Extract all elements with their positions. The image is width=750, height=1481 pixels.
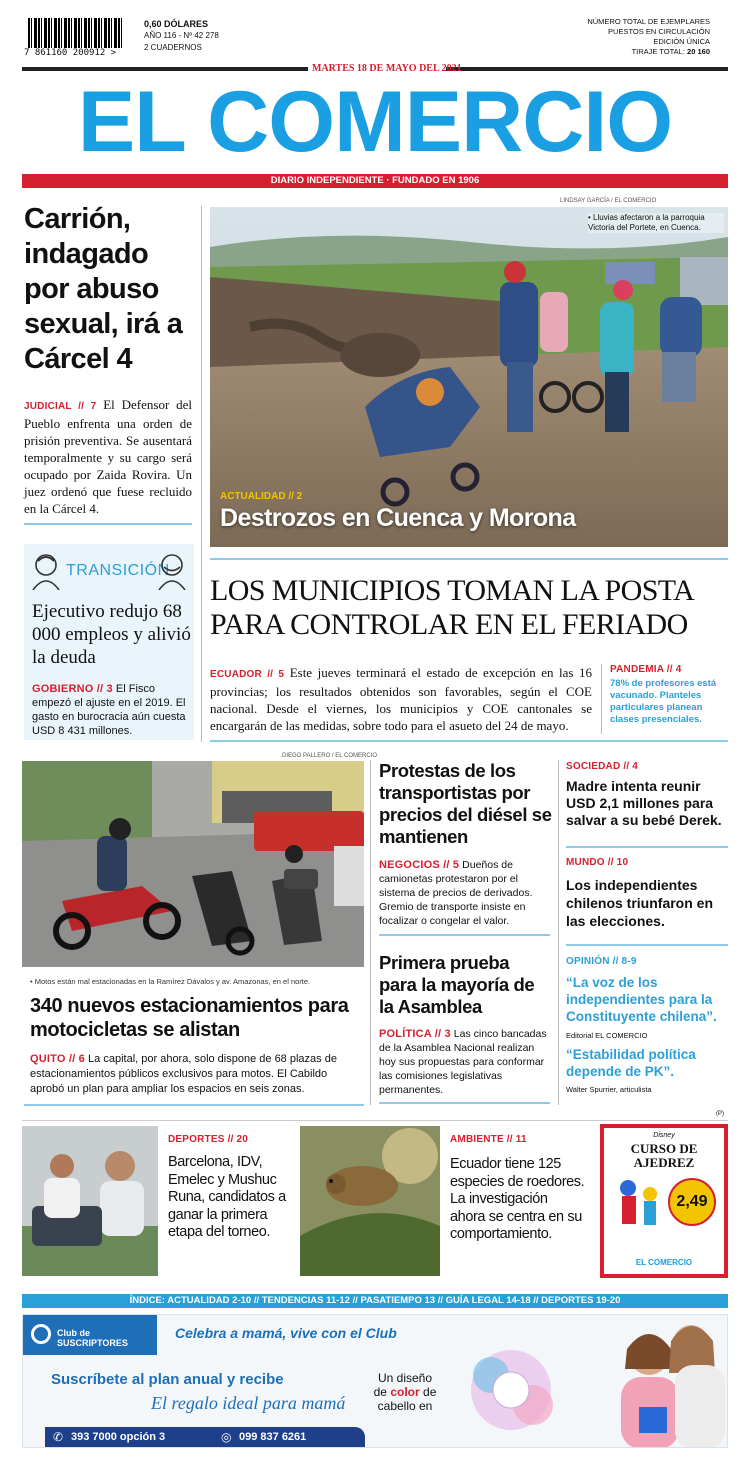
- motos-caption: • Motos están mal estacionadas en la Ramírez Dávalos y av. Amazonas, en el norte.: [30, 977, 311, 986]
- club-name: Club de SUSCRIPTORES: [57, 1328, 128, 1348]
- index-bar: [22, 1294, 728, 1308]
- pandemia-body: 78% de profesores está vacunado. Planteles particulares planean clases presenciales.: [610, 678, 717, 725]
- opinion-tag[interactable]: OPINIÓN // 8-9: [566, 956, 637, 967]
- sociedad-headline[interactable]: Madre intenta reunir USD 2,1 millones para salvar a su bebé Derek.: [566, 778, 722, 828]
- phone-1[interactable]: 393 7000 opción 3: [71, 1431, 166, 1443]
- ambiente-body[interactable]: Ecuador tiene 125 especies de roedores. La investigación ahora se centra en su comportamiento.: [450, 1156, 585, 1242]
- phone-icon: ✆: [53, 1430, 64, 1444]
- ajedrez-promo[interactable]: [600, 1124, 728, 1278]
- lead-tag[interactable]: JUDICIAL // 7: [24, 401, 97, 412]
- flood-photo[interactable]: [210, 207, 728, 547]
- asamblea-tag[interactable]: POLÍTICA // 3: [379, 1028, 451, 1040]
- promo-title: CURSO DE AJEDREZ: [630, 1141, 698, 1170]
- opinion-1[interactable]: “La voz de los independientes para la Constituyente chilena”.: [566, 975, 717, 1024]
- whatsapp-icon: ◎: [221, 1430, 232, 1444]
- opinion-1-author: Editorial EL COMERCIO: [566, 1031, 648, 1040]
- asamblea-headline[interactable]: Primera prueba para la mayoría de la Asamblea: [379, 952, 535, 1017]
- main-photo-credit: LINDSAY GARCÍA / EL COMERCIO: [560, 198, 657, 204]
- motos-illustration: [22, 761, 364, 967]
- protestas-body: NEGOCIOS // 5 Dueños de camionetas protestaron por el sistema de precios de derivados. Gremio de transporte insiste en focalizar o congelar el valor.: [379, 859, 533, 927]
- ad-offer: Suscríbete al plan anual y recibe: [51, 1371, 284, 1388]
- transicion-headline[interactable]: Ejecutivo redujo 68 000 empleos y alivió la deuda: [32, 601, 191, 668]
- ad-side-text: Un diseño de color de cabello en: [373, 1371, 437, 1413]
- motos-headline[interactable]: 340 nuevos estacionamientos para motocicletas se alistan: [30, 995, 349, 1041]
- promo-price-badge: [668, 1178, 716, 1226]
- ambiente-photo[interactable]: [300, 1126, 440, 1276]
- transicion-body: GOBIERNO // 3 El Fisco empezó el ajuste en el 2019. El gasto en burocracia aún cuesta USD 8 431 millones.: [32, 683, 186, 737]
- price: 0,60 DÓLARES: [144, 19, 209, 29]
- main-photo-tag[interactable]: ACTUALIDAD // 2: [220, 491, 303, 502]
- portrait-right-icon: [156, 552, 188, 590]
- club-logo: [23, 1315, 157, 1355]
- protestas-tag[interactable]: NEGOCIOS // 5: [379, 859, 460, 871]
- transicion-box: [24, 544, 194, 740]
- tagline-bar: [22, 174, 728, 188]
- main-photo-headline[interactable]: Destrozos en Cuenca y Morona: [220, 504, 576, 532]
- promo-brand: Disney: [653, 1132, 675, 1139]
- motos-body: QUITO // 6 La capital, por ahora, solo dispone de 68 plazas de estacionamientos públicos exclusivos para motos. El Cabildo aprobó un plan para ampliar los espacios en seis zonas.: [30, 1053, 337, 1095]
- print-info: NÚMERO TOTAL DE EJEMPLARES PUESTOS EN CIRCULACIÓN EDICIÓN ÚNICA TIRAJE TOTAL: 20 160: [587, 17, 710, 56]
- promo-price: 2,49: [676, 1193, 708, 1210]
- mother-daughter-photo: [589, 1315, 728, 1448]
- motos-tag[interactable]: QUITO // 6: [30, 1053, 85, 1065]
- motos-photo[interactable]: [22, 761, 364, 967]
- transicion-tag[interactable]: GOBIERNO // 3: [32, 683, 113, 695]
- main-photo-caption: • Lluvias afectaron a la parroquia Victoria del Portete, en Cuenca.: [588, 213, 724, 233]
- mundo-tag[interactable]: MUNDO // 10: [566, 857, 629, 868]
- issue-date: MARTES 18 DE MAYO DEL 2021: [312, 63, 462, 74]
- deportes-tag[interactable]: DEPORTES // 20: [168, 1134, 249, 1145]
- deportes-photo[interactable]: [22, 1126, 158, 1276]
- promo-publisher: EL COMERCIO: [635, 1258, 693, 1267]
- lead-headline[interactable]: Carrión, indagado por abuso sexual, irá a Cárcel 4: [24, 203, 183, 375]
- newspaper-title[interactable]: EL COMERCIO: [77, 74, 673, 170]
- deportes-body[interactable]: Barcelona, IDV, Emelec y Mushuc Runa, candidatos a ganar la primera etapa del torneo.: [168, 1154, 286, 1240]
- mundo-headline[interactable]: Los independientes chilenos triunfaron en las elecciones.: [566, 877, 714, 929]
- tagline: DIARIO INDEPENDIENTE · FUNDADO EN 1906: [270, 175, 480, 186]
- opinion-2-author: Walter Spurrier, articulista: [566, 1085, 652, 1094]
- ambiente-tag[interactable]: AMBIENTE // 11: [450, 1134, 527, 1145]
- ad-offer-sub: El regalo ideal para mamá: [151, 1393, 346, 1413]
- sociedad-tag[interactable]: SOCIEDAD // 4: [566, 761, 639, 772]
- asamblea-body: POLÍTICA // 3 Las cinco bancadas de la Asamblea Nacional realizan hoy sus propuestas para conformar las comisiones legislativas permanentes.: [379, 1028, 547, 1096]
- promo-figures: [614, 1176, 664, 1232]
- flower-graphic: [451, 1335, 571, 1445]
- ad-slogan: Celebra a mamá, vive con el Club: [175, 1325, 397, 1341]
- main-story-tag[interactable]: ECUADOR // 5: [210, 669, 285, 680]
- portrait-left-icon: [30, 552, 62, 590]
- club-icon: [31, 1324, 51, 1344]
- promo-marker: (P): [716, 1111, 724, 1117]
- barcode-number: 7 861160 200912 >: [24, 48, 117, 58]
- transicion-label: TRANSICIÓN: [66, 562, 170, 579]
- barcode: [28, 18, 124, 48]
- opinion-2[interactable]: “Estabilidad política depende de PK”.: [566, 1047, 696, 1079]
- phone-2[interactable]: 099 837 6261: [239, 1431, 307, 1443]
- motos-credit: DIEGO PALLERO / EL COMERCIO: [282, 753, 378, 759]
- protestas-headline[interactable]: Protestas de los transportistas por precios del diésel se mantienen: [379, 760, 552, 847]
- subscription-ad[interactable]: [22, 1314, 728, 1448]
- main-story-body: ECUADOR // 5 Este jueves terminará el estado de excepción en las 16 provincias; los resultados obtenidos son favorables, según el COE nacional. Desde el viernes, los municipios y COE cantonales se encargarán de las medidas, sobre todo para el asueto del 24 de mayo.: [210, 665, 592, 733]
- main-story-headline[interactable]: LOS MUNICIPIOS TOMAN LA POSTA PARA CONTROLAR EN EL FERIADO: [210, 574, 693, 641]
- index-text[interactable]: ÍNDICE: ACTUALIDAD 2-10 // TENDENCIAS 11-12 // PASATIEMPO 13 // GUÍA LEGAL 14-18 // DEPORTES 19-20: [129, 1295, 621, 1306]
- issue-number: AÑO 116 - Nº 42 278: [144, 31, 219, 40]
- ad-phone-bar: [45, 1427, 365, 1448]
- sections-count: 2 CUADERNOS: [144, 43, 202, 52]
- pandemia-brief: [610, 664, 730, 726]
- lead-body: JUDICIAL // 7 El Defensor del Pueblo enfrenta una orden de prisión preventiva. Se ausentará temporalmente y su cargo será ocupado por Zaida Rovira. Un juez ordenó que fuese recluido en la Cárcel 4.: [24, 397, 192, 516]
- pandemia-tag[interactable]: PANDEMIA // 4: [610, 664, 682, 675]
